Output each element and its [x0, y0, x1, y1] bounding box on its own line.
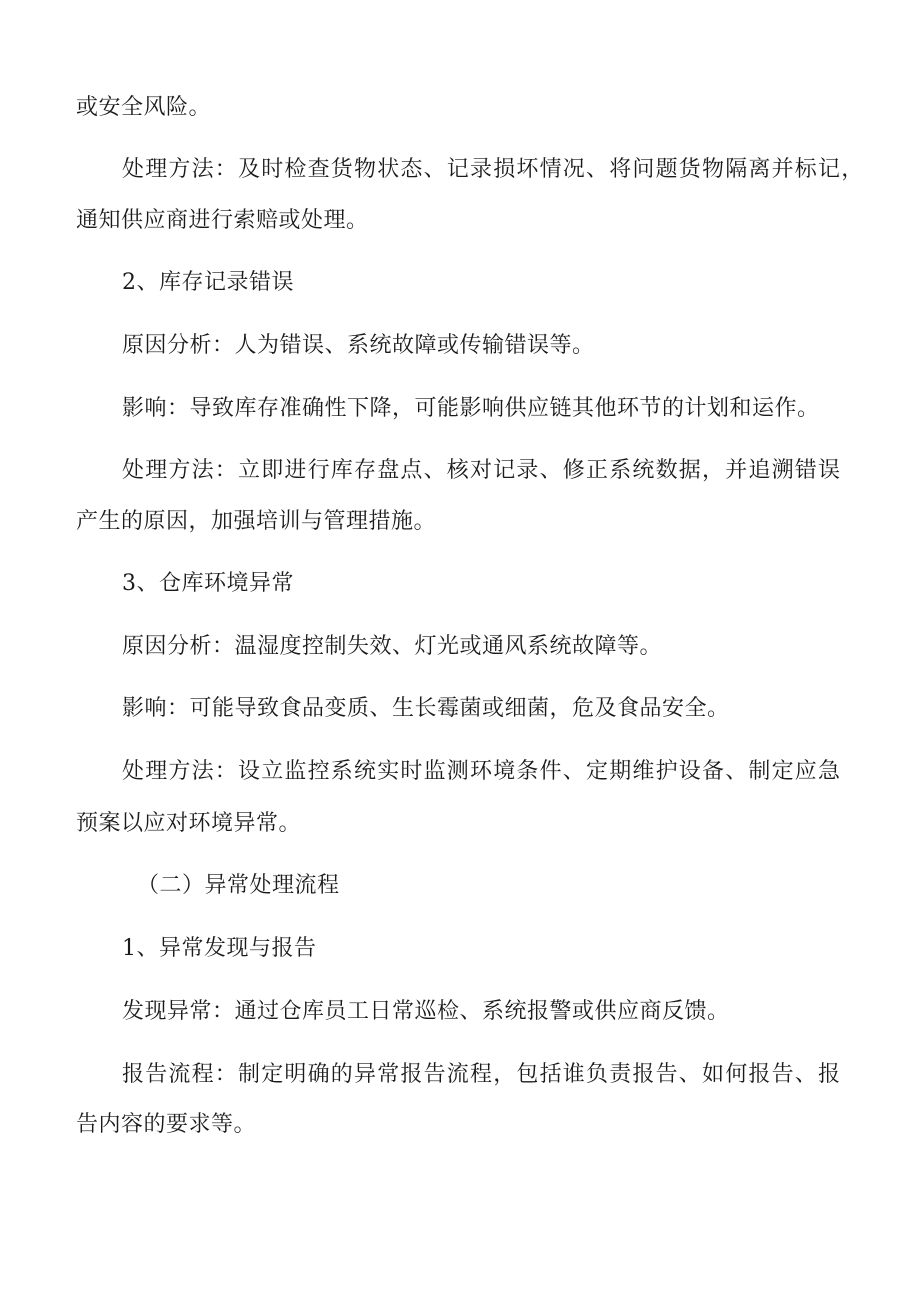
paragraph-line: 处理方法：设立监控系统实时监测环境条件、定期维护设备、制定应急 [122, 759, 842, 784]
paragraph-line: 告内容的要求等。 [76, 1112, 257, 1137]
paragraph-line: 或安全风险。 [76, 95, 212, 120]
section-heading: 2、库存记录错误 [122, 270, 294, 295]
paragraph-line: 通知供应商进行索赔或处理。 [76, 208, 369, 233]
paragraph-line: 报告流程：制定明确的异常报告流程，包括谁负责报告、如何报告、报 [122, 1062, 842, 1087]
paragraph-line: 处理方法：及时检查货物状态、记录损坏情况、将问题货物隔离并标记， [122, 157, 865, 182]
section-heading: 3、仓库环境异常 [122, 571, 294, 596]
paragraph-line: 影响：导致库存准确性下降，可能影响供应链其他环节的计划和运作。 [122, 396, 820, 421]
section-heading: 1、异常发现与报告 [122, 936, 317, 961]
paragraph-line: 影响：可能导致食品变质、生长霉菌或细菌，危及食品安全。 [122, 696, 730, 721]
paragraph-line: 处理方法：立即进行库存盘点、核对记录、修正系统数据，并追溯错误 [122, 458, 842, 483]
paragraph-line: 产生的原因，加强培训与管理措施。 [76, 509, 437, 534]
chapter-heading: （二）异常处理流程 [137, 873, 340, 898]
paragraph-line: 原因分析：温湿度控制失效、灯光或通风系统故障等。 [122, 634, 663, 659]
paragraph-line: 原因分析：人为错误、系统故障或传输错误等。 [122, 333, 595, 358]
paragraph-line: 发现异常：通过仓库员工日常巡检、系统报警或供应商反馈。 [122, 999, 730, 1024]
paragraph-line: 预案以应对环境异常。 [76, 811, 302, 836]
